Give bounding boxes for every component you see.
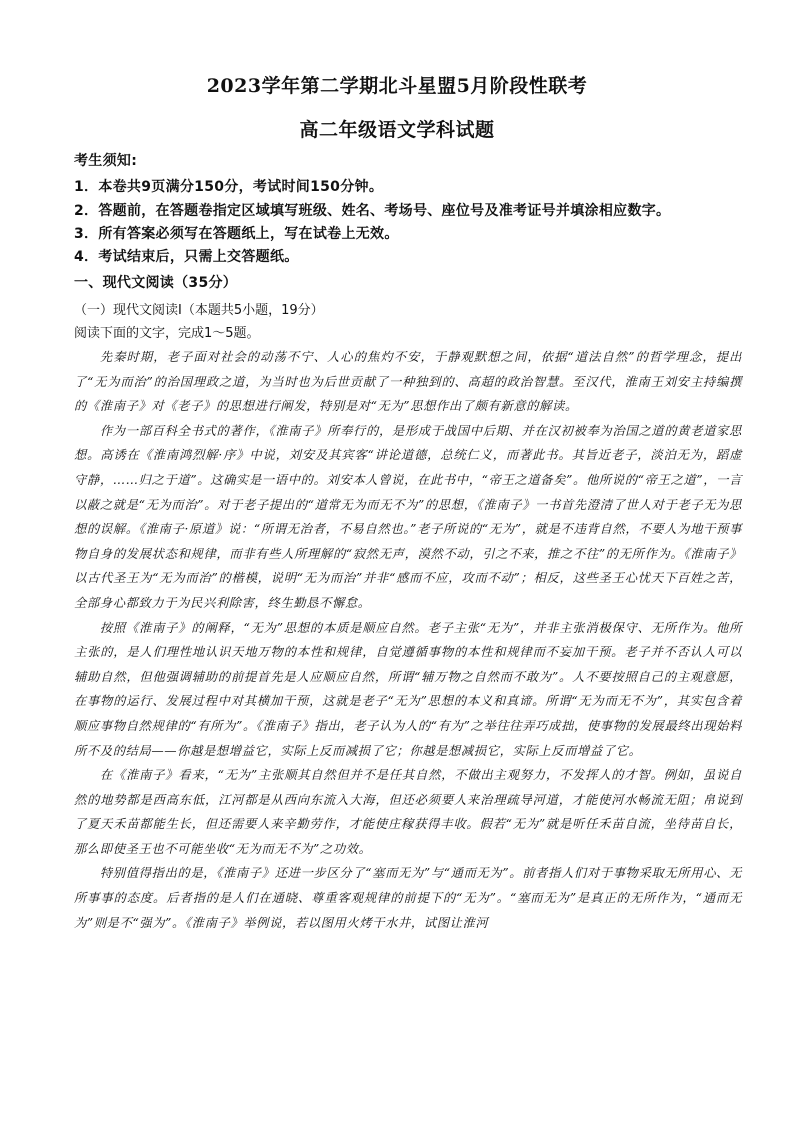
notice-item: 1．本卷共9页满分150分，考试时间150分钟。	[74, 179, 384, 195]
notice-item: 3．所有答案必须写在答题纸上，写在试卷上无效。	[74, 226, 399, 242]
notice-item: 4．考试结束后，只需上交答题纸。	[74, 249, 299, 265]
notice-item: 2．答题前，在答题卷指定区域填写班级、姓名、考场号、座位号及准考证号并填涂相应数字。	[74, 203, 671, 219]
section-heading: 一、现代文阅读（35分）	[74, 275, 238, 291]
section-instruction: 阅读下面的文字，完成1～5题。	[74, 326, 260, 341]
passage-paragraph: 先秦时期，老子面对社会的动荡不宁、人心的焦灼不安，于静观默想之间，依据“道法自然”的哲学理念，提出了“无为而治”的治国理政之道，为当时也为后世贡献了一种独到的、高超的政治智慧。至汉代，淮南王刘安主持编撰的《淮南子》对《老子》的思想进行阐发，特别是对“无为”思想作出了颇有新意的解读。	[74, 350, 742, 414]
passage-paragraph: 特别值得指出的是，《淮南子》还进一步区分了“塞而无为”与“通而无为”。前者指人们对于事物采取无所用心、无所事事的态度。后者指的是人们在通晓、尊重客观规律的前提下的“无为”。“塞而无为”是真正的无所作为，“通而无为”则是不“强为”。《淮南子》举例说，若以图用火烤干水井，试图让淮河	[74, 866, 742, 930]
reading-passage	[74, 345, 742, 935]
passage-paragraph: 在《淮南子》看来，“无为”主张顺其自然但并不是任其自然，不做出主观努力，不发挥人的才智。例如，虽说自然的地势都是西高东低，江河都是从西向东流入大海，但还必须要人来治理疏导河道，才能使河水畅流无阻；帛说到了夏天禾苗都能生长，但还需要人来辛勤劳作，才能使庄稼获得丰收。假若“无为”就是听任禾苗自流，坐待苗自长，那么即使圣王也不可能坐收“无为而无不为”之功效。	[74, 768, 742, 856]
passage-paragraph: 按照《淮南子》的阐释，“无为”思想的本质是顺应自然。老子主张“无为”，并非主张消极保守、无所作为。他所主张的，是人们理性地认识天地万物的本性和规律，自觉遵循事物的本性和规律而不妄加干预。老子并不否认人可以辅助自然，但他强调辅助的前提首先是人应顺应自然，所谓“辅万物之自然而不敢为”。人不要按照自己的主观意愿，在事物的运行、发展过程中对其横加干预，这就是老子“无为”思想的本义和真谛。所谓“无为而无不为”，其实包含着顺应事物自然规律的“有所为”。《淮南子》指出，老子认为人的“有为”之举往往弄巧成拙，使事物的发展最终出现始料所不及的结局——你越是想增益它，实际上反而减损了它；你越是想减损它，实际上反而增益了它。	[74, 620, 742, 758]
exam-title: 2023学年第二学期北斗星盟5月阶段性联考	[206, 75, 588, 97]
passage-paragraph: 作为一部百科全书式的著作，《淮南子》所奉行的，是形成于战国中后期、并在汉初被奉为治国之道的黄老道家思想。高诱在《淮南鸿烈解·序》中说，刘安及其宾客“讲论道德，总统仁义，而著此书。其旨近老子，淡泊无为，蹈虚守静，……归之于道”。这确实是一语中的。刘安本人曾说，在此书中，“帝王之道备矣”。他所说的“帝王之道”，一言以蔽之就是“无为而治”。对于老子提出的“道常无为而无不为”的思想，《淮南子》一书首先澄清了世人对于老子无为思想的误解。《淮南子·原道》说：“所谓无治者，不易自然也。”老子所说的“无为”，就是不违背自然，不要人为地干预事物自身的发展状态和规律，而非有些人所理解的“寂然无声，漠然不动，引之不来，推之不往”的无所作为。《淮南子》以古代圣王为“无为而治”的楷模，说明“无为而治”并非“感而不应，攻而不动”；相反，这些圣王心忧天下百姓之苦，全部身心都致力于为民兴利除害，终生勤恳不懈怠。	[74, 423, 742, 610]
exam-subtitle: 高二年级语文学科试题	[299, 119, 495, 141]
section-subheading: （一）现代文阅读Ⅰ（本题共5小题，19分）	[74, 303, 324, 318]
notice-heading: 考生须知:	[74, 153, 138, 169]
